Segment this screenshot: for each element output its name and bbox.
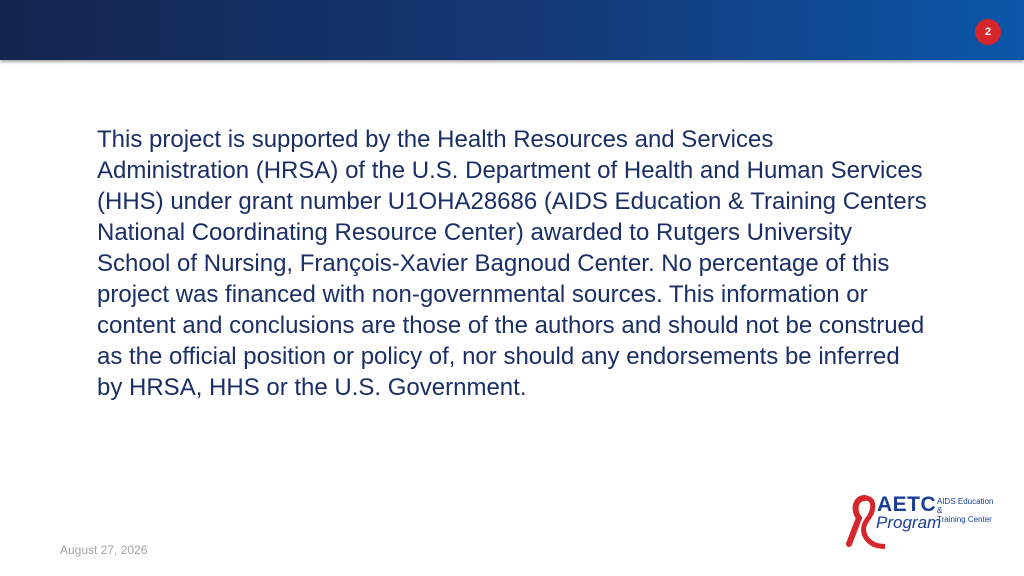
logo-subtitle-line1: AIDS Education & <box>937 497 994 515</box>
footer-date: August 27, 2026 <box>60 543 148 557</box>
logo-subtitle <box>937 497 997 524</box>
header-bar <box>0 0 1024 60</box>
logo-program-text: Program <box>876 513 942 532</box>
page-number-badge: 2 <box>975 19 1001 45</box>
aetc-logo <box>845 494 995 550</box>
logo-subtitle-line2: Training Center <box>937 515 992 524</box>
body-text: This project is supported by the Health Resources and Services Administration (HRSA) of the U.S. Department of Health and Human Services (HHS) under grant number U1OHA28686 (AIDS Education & Training Centers National Coordinating Resource Center) awarded to Rutgers University School of Nursing, François-Xavier Bagnoud Center. No percentage of this project was financed with non-governmental sources. This information or content and conclusions are those of the authors and should not be construed as the official position or policy of, nor should any endorsements be inferred by HRSA, HHS or the U.S. Government. <box>97 126 927 401</box>
logo-aetc-text: AETC <box>877 493 937 516</box>
